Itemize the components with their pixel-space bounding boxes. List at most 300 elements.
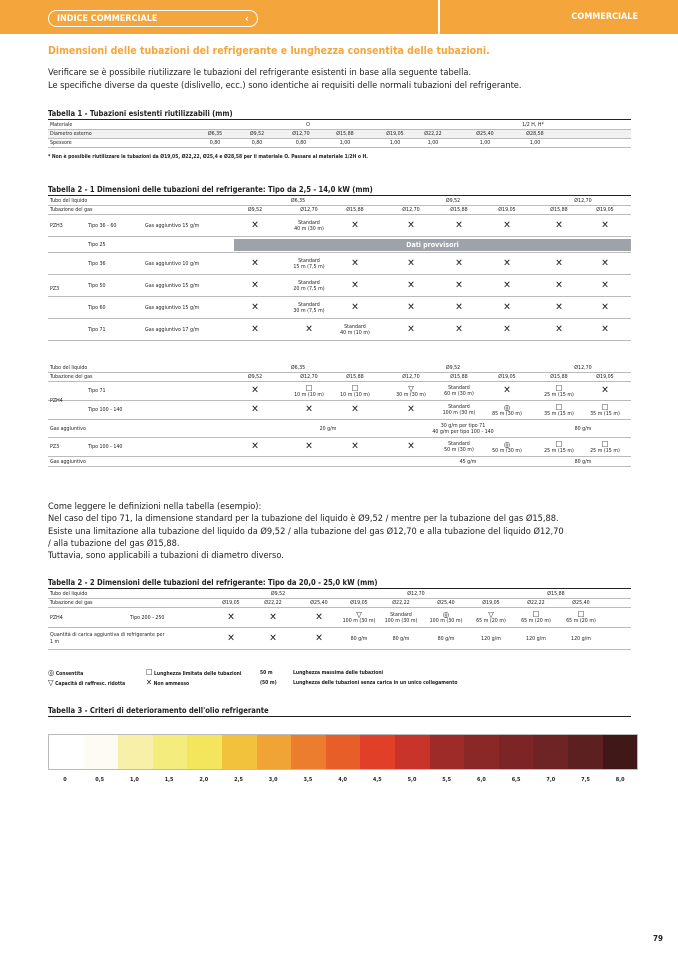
cell [234,297,276,318]
cross-icon: ✕ [555,301,563,313]
cross-icon: ✕ [227,632,235,644]
double-circle-icon: ◎ [503,439,511,449]
cell: 1,00 [427,140,439,146]
cell-text: 40 m (10 m) [340,329,370,336]
cell: Ø6,35 [290,365,306,371]
cell: Tipo 100 - 140 [88,444,123,450]
cross-icon: ✕ [305,441,313,452]
triangle-icon: ▽ [48,678,54,687]
square-icon: ☐ [555,439,563,449]
cell-text: Quantità di carica aggiuntiva di refrigerante per [50,631,165,638]
cross-icon: ✕ [269,632,277,644]
cross-icon: ✕ [315,611,323,623]
cross-icon: ✕ [601,219,609,231]
cell: PZH4 [50,614,63,621]
cell [48,628,198,649]
intro-line: Le specifiche diverse da queste (dislivello, ecc.) sono identiche ai requisiti delle normali tubazioni del refrigerante. [48,79,522,91]
cell-text: 30 m (7,5 m) [293,307,325,314]
cell: Ø12,70 [300,207,318,213]
legend-text: Capacità di raffresc. ridotta [55,681,126,687]
cell: Ø19,05 [350,600,368,606]
cell: Ø25,40 [476,131,494,137]
cell-text: 35 m (15 m) [590,410,620,417]
color-swatch [118,735,153,769]
cross-icon: ✕ [555,219,563,231]
cross-icon: ✕ [555,323,563,335]
cross-icon: ✕ [251,279,259,291]
cell [390,401,432,419]
cell [538,319,580,340]
cell-text: 65 m (20 m) [476,618,506,624]
cell: Ø19,05 [596,374,614,380]
color-swatch [568,735,603,769]
cell [468,608,514,627]
cell: Ø22,22 [392,600,410,606]
cell [288,319,330,340]
cell-text: 100 m (30 m) [342,618,376,624]
cell: Tipo 71 [88,388,106,394]
cell: Gas aggiuntivo 15 g/m [145,304,200,311]
cell: Tubazione del gas [50,374,93,380]
cell: Ø19,05 [596,207,614,213]
cell-text: 25 m (15 m) [544,391,574,398]
cross-icon: ✕ [455,279,463,291]
scale-label: 0,5 [95,777,105,783]
cell [288,438,330,456]
cross-icon: ✕ [407,219,415,231]
intro-text [48,67,522,92]
legend-50m-paren: (50 m) [260,680,277,686]
cell: Tipo 25 [88,241,106,248]
cell: Ø12,70 [407,591,425,597]
cell [438,297,480,318]
cross-icon: ✕ [407,404,415,415]
scale-label: 5,5 [442,777,452,783]
cell [336,608,382,627]
cell-text: 65 m (20 m) [566,618,596,624]
cell [234,215,276,236]
table-row [48,215,631,237]
table-row [48,457,631,467]
header-bar [0,0,678,34]
cell: 0,80 [209,140,221,146]
color-swatch [84,735,119,769]
scale-label: 1,0 [130,777,139,783]
cell: Ø19,05 [386,131,404,137]
cell [486,297,528,318]
cell [234,401,276,419]
table1-caption: Tabella 1 - Tubazioni esistenti riutilizzabili (mm) [48,109,631,120]
cell-text: 60 m (30 m) [444,391,474,397]
color-swatch [499,735,534,769]
cell [390,297,432,318]
cross-icon: ✕ [503,257,511,269]
table1-note: * Non è possibile riutilizzare le tubazioni da Ø19,05, Ø22,22, Ø25,4 e Ø28,58 per il materiale O. Passare al materiale 1/2H o H. [48,154,369,160]
header-divider [438,0,440,34]
cross-icon: ✕ [251,301,259,313]
cell [584,253,626,274]
cell [334,401,376,419]
cross-icon: ✕ [251,385,259,396]
cell: Ø19,05 [222,600,240,606]
cell: Ø15,88 [346,207,364,213]
cell: PZH4 [50,398,63,404]
index-button[interactable] [48,10,258,27]
cell: PZ3 [50,444,60,450]
cell [438,438,480,456]
cross-icon: ✕ [601,279,609,291]
cell-text: 25 m (15 m) [544,447,574,454]
cell [288,401,330,419]
cell [584,382,626,400]
intro-line: Verificare se è possibile riutilizzare le tubazioni del refrigerante esistenti in base alla seguente tabella. [48,67,472,78]
cell: Tubo del liquido [50,365,88,371]
legend-non [146,679,189,687]
cell: Ø6,35 [290,198,306,204]
index-label: INDICE COMMERCIALE [57,13,158,24]
cell: 1,00 [389,140,401,146]
table-row [48,319,631,341]
cross-icon: ✕ [455,257,463,269]
cell-text: Standard [448,441,470,447]
cell: Ø15,88 [450,207,468,213]
cross-icon: ✕ [351,441,359,452]
scale-label: 6,0 [477,777,486,783]
scale-label: 7,0 [546,777,556,783]
cell-text: Standard [298,257,320,264]
triangle-icon: ▽ [488,610,494,619]
cell [486,275,528,296]
color-swatch [222,735,257,769]
cell-text: 65 m (20 m) [521,618,551,624]
cell [438,382,480,400]
cell: Ø15,88 [547,591,565,597]
cell [288,275,330,296]
provisional-data-banner: Dati provvisori [234,239,631,251]
square-icon: ☐ [555,402,563,412]
table21-caption: Tabella 2 - 1 Dimensioni delle tubazioni del refrigerante: Tipo da 2,5 - 14,0 kW (mm) [48,185,631,196]
cell [538,438,580,456]
cell: 80 g/m [437,635,455,642]
cell: 120 g/m [526,635,546,642]
cross-icon: ✕ [455,219,463,231]
scale-label: 8,0 [615,777,625,783]
cell [234,319,276,340]
color-swatch [187,735,222,769]
page-number: 79 [652,934,663,943]
square-icon: ☐ [146,668,153,677]
square-icon: ☐ [351,383,359,393]
cell: Ø19,05 [498,374,516,380]
scale-label: 2,0 [199,777,209,783]
cell-text: Standard [298,219,320,226]
cell-text: 85 m (30 m) [492,410,522,417]
cell: Gas aggiuntivo [50,458,86,465]
scale-label: 4,0 [338,777,347,783]
cell-text: 30 m (30 m) [396,391,426,398]
table-row [48,382,631,401]
cross-icon: ✕ [601,323,609,335]
cell [538,275,580,296]
color-swatch [326,735,361,769]
cell: Spessore [50,140,72,146]
how-line: Esiste una limitazione alla tubazione del liquido da Ø9,52 / alla tubazione del gas Ø12,70 e alla tubazione del liquido Ø12,70 [48,525,564,537]
cell: 120 g/m [481,635,501,642]
cell: Ø19,05 [498,207,516,213]
cell-text: 100 m (30 m) [442,410,476,416]
cell [334,319,376,340]
square-icon: ☐ [305,383,313,393]
cell: Tubo del liquido [50,591,88,597]
cell [538,401,580,419]
cross-icon: ✕ [407,279,415,291]
cell: 80 g/m [350,635,368,642]
cell: Ø12,70 [574,198,592,204]
cell: Tipo 36 - 60 [88,222,117,229]
cell: Gas aggiuntivo 10 g/m [145,260,200,267]
cell: 1,00 [529,140,541,146]
color-swatch [153,735,188,769]
cell [423,608,469,627]
cell [378,608,424,627]
cell-text: Standard [298,301,320,308]
cell-text: 50 m (30 m) [444,447,474,453]
cell: Tipo 36 [88,260,106,267]
oil-color-scale [48,734,638,770]
cross-icon: ✕ [305,323,313,335]
cross-icon: ✕ [601,301,609,313]
how-line: / alla tubazione del gas Ø15,88. [48,537,180,549]
cross-icon: ✕ [251,404,259,415]
cell [334,297,376,318]
cell: Tipo 71 [88,326,106,333]
cell [334,275,376,296]
color-swatch [257,735,292,769]
cell [334,382,376,400]
cell [584,297,626,318]
cell: Ø12,70 [574,365,592,371]
cell [538,382,580,400]
cross-icon: ✕ [503,301,511,313]
cell: 80 g/m [392,635,410,642]
cross-icon: ✕ [503,279,511,291]
table-row [48,297,631,319]
color-swatch [360,735,395,769]
cell-text: 25 m (15 m) [590,447,620,454]
cell [250,608,296,627]
cell [288,297,330,318]
scale-label: 4,5 [372,777,382,783]
cell [486,438,528,456]
cell-text: Standard [298,279,320,286]
cell [390,319,432,340]
color-swatch [49,735,84,769]
cell [234,253,276,274]
cell: Ø22,22 [264,600,282,606]
cross-icon: ✕ [555,279,563,291]
cell [584,401,626,419]
cell [486,319,528,340]
table3-caption: Tabella 3 - Criteri di deterioramento dell'olio refrigerante [48,706,631,717]
square-icon: ☐ [577,610,585,619]
scale-label: 3,5 [303,777,313,783]
cell: Ø9,52 [445,198,461,204]
cell [486,401,528,419]
cell: Ø15,88 [550,374,568,380]
cell [234,275,276,296]
table-row [48,275,631,297]
cell [390,253,432,274]
cell [584,215,626,236]
cell-text: 30 g/m per tipo 71 [440,422,486,429]
cell: 45 g/m [459,458,477,465]
cell [438,215,480,236]
cross-icon: ✕ [351,404,359,415]
cell: Ø9,52 [270,591,286,597]
cell [438,401,480,419]
cell-text: 15 m (7,5 m) [293,263,325,270]
cell [486,215,528,236]
cell: Diametro esterno [50,131,92,137]
cell-text: 10 m (10 m) [294,391,324,398]
cell [390,275,432,296]
color-swatch [291,735,326,769]
legend-50m: 50 m [260,670,273,676]
cell [486,253,528,274]
table-row [48,608,631,628]
cell: Ø25,40 [437,600,455,606]
table-row [48,628,631,650]
cell: Gas aggiuntivo 17 g/m [145,326,200,333]
legend-ridotta [48,679,125,687]
cell: Ø15,88 [550,207,568,213]
cross-icon: ✕ [251,441,259,452]
cell [288,215,330,236]
cell: 0,80 [295,140,307,146]
cell: Materiale [50,122,73,128]
cell [334,253,376,274]
cell: Ø28,58 [526,131,544,137]
legend-text: Non ammesso [153,681,190,687]
cell-text: Standard [448,404,470,410]
cell: 1/2 H, H* [522,122,544,128]
cross-icon: ✕ [251,323,259,335]
cell: Ø25,40 [572,600,590,606]
table22-caption: Tabella 2 - 2 Dimensioni delle tubazioni del refrigerante: Tipo da 20,0 - 25,0 kW (mm) [48,578,631,589]
cell: PZ3 [50,286,60,292]
cell [390,382,432,400]
cell [438,319,480,340]
table-row [48,253,631,275]
scale-label: 0 [63,777,67,783]
legend-text: Consentita [55,671,84,677]
cell [288,382,330,400]
table-row [48,401,631,420]
cross-icon: ✕ [227,611,235,623]
cell [208,628,254,649]
cross-icon: ✕ [555,257,563,269]
cell: 1,00 [339,140,351,146]
table-row [48,237,631,253]
cell [584,275,626,296]
cell-text: Standard [448,385,470,391]
cell: Gas aggiuntivo 15 g/m [145,222,200,229]
cell [334,438,376,456]
cross-icon: ✕ [269,611,277,623]
category-label: COMMERCIALE [571,12,638,22]
cross-icon: ✕ [351,219,359,231]
cell: Tubazione del gas [50,600,93,606]
double-circle-icon: ◎ [503,402,511,412]
cell: Ø9,52 [445,365,461,371]
cell [486,382,528,400]
cell [390,438,432,456]
cell-text: 20 m (7,5 m) [293,285,325,292]
cell: Tipo 50 [88,282,106,289]
cell: Ø12,70 [402,374,420,380]
scale-label: 5,0 [407,777,417,783]
cell [250,628,296,649]
legend-consentita [48,669,83,677]
how-line: Tuttavia, sono applicabili a tubazioni di diametro diverso. [48,550,284,562]
cross-icon: ✕ [351,301,359,313]
double-circle-icon: ◎ [442,610,450,619]
cell [234,382,276,400]
cell-text: Standard [344,323,366,330]
cell [208,608,254,627]
cell: Tubazione del gas [50,207,93,213]
cross-icon: ✕ [503,385,511,396]
cell [538,253,580,274]
cell [584,438,626,456]
cross-icon: ✕ [503,323,511,335]
how-line: Nel caso del tipo 71, la dimensione standard per la tubazione del liquido è Ø9,52 / mentre per la tubazione del gas Ø15,88. [48,513,559,525]
cell [288,253,330,274]
cross-icon: ✕ [146,678,153,687]
cell: 20 g/m [319,425,337,432]
cell: Ø19,05 [482,600,500,606]
color-swatch [603,735,638,769]
cell: Ø25,40 [310,600,328,606]
triangle-icon: ▽ [356,610,362,619]
cell: Ø22,22 [527,600,545,606]
cross-icon: ✕ [407,301,415,313]
cell: Ø15,88 [346,374,364,380]
cell-text: 35 m (15 m) [544,410,574,417]
cell: Ø9,52 [247,374,263,380]
triangle-icon: ▽ [408,383,414,393]
legend-nocarica: Lunghezza delle tubazioni senza carica in un unico collegamento [293,680,458,686]
color-swatch [464,735,499,769]
color-swatch [395,735,430,769]
color-swatch [430,735,465,769]
reading-example [48,501,564,562]
scale-label: 1,5 [164,777,174,783]
scale-label: 6,5 [511,777,521,783]
cell-text: 40 g/m per tipo 100 - 140 [432,428,494,435]
cell: Ø6,35 [207,131,223,137]
cross-icon: ✕ [351,257,359,269]
cross-icon: ✕ [407,441,415,452]
cross-icon: ✕ [455,323,463,335]
cell: 80 g/m [574,425,592,432]
cell: Ø9,52 [247,207,263,213]
cross-icon: ✕ [407,323,415,335]
cell: Tubo del liquido [50,198,88,204]
cell [234,438,276,456]
cell: Ø12,70 [402,207,420,213]
how-line: Come leggere le definizioni nella tabella (esempio): [48,501,262,512]
